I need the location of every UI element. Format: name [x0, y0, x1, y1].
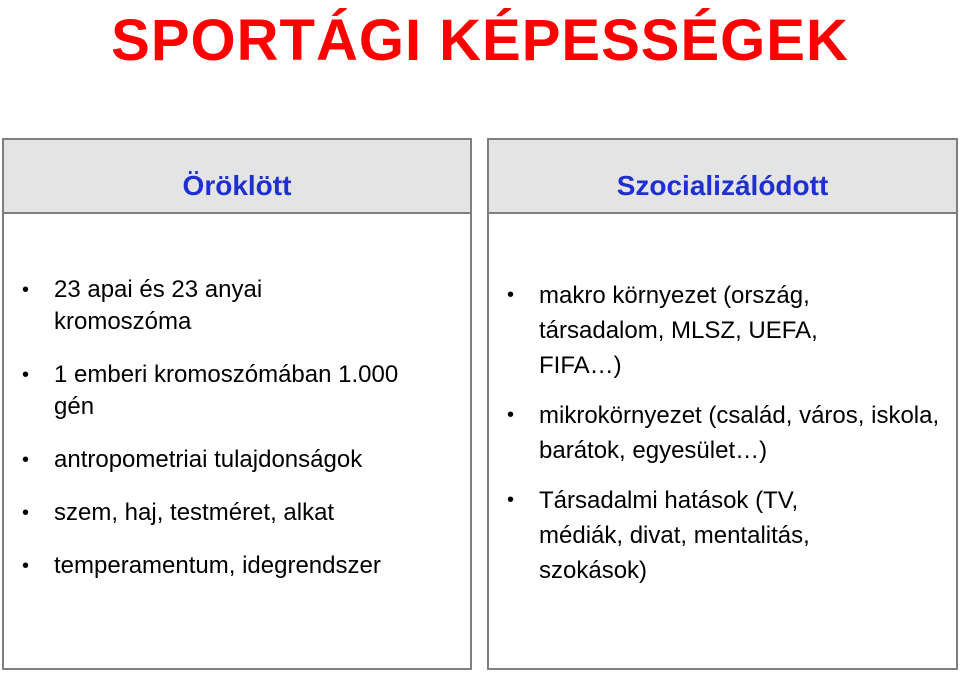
list-item	[22, 444, 462, 476]
bullet-icon: •	[22, 502, 30, 524]
list-item-text: 23 apai és 23 anyai kromoszóma	[54, 276, 263, 335]
socialized-panel	[487, 138, 958, 670]
list-item-text: makro környezet (ország, társadalom, MLSZ, UEFA, FIFA…)	[539, 282, 818, 379]
list-item	[507, 483, 879, 588]
bullet-icon: •	[22, 279, 30, 301]
list-item	[22, 497, 462, 529]
list-item	[507, 278, 889, 383]
list-item-text: szem, haj, testméret, alkat	[54, 499, 335, 526]
inherited-list	[22, 274, 462, 603]
bullet-icon: •	[507, 404, 515, 426]
socialized-list	[507, 278, 948, 603]
list-item-text: mikrokörnyezet (család, város, iskola, barátok, egyesület…)	[539, 402, 940, 464]
list-item	[507, 398, 944, 468]
bullet-icon: •	[22, 364, 30, 386]
list-item-text: antropometriai tulajdonságok	[54, 446, 363, 473]
page-title: SPORTÁGI KÉPESSÉGEK	[111, 8, 849, 73]
list-item	[22, 550, 462, 582]
list-item	[22, 274, 354, 338]
inherited-panel-header	[4, 140, 470, 214]
bullet-icon: •	[507, 284, 515, 306]
inherited-panel	[2, 138, 472, 670]
socialized-panel-title: Szocializálódott	[616, 170, 829, 201]
socialized-panel-header	[489, 140, 956, 214]
bullet-icon: •	[22, 555, 30, 577]
list-item-text: 1 emberi kromoszómában 1.000 gén	[54, 361, 399, 420]
list-item-text: temperamentum, idegrendszer	[54, 552, 381, 579]
list-item	[22, 359, 414, 423]
bullet-icon: •	[507, 489, 515, 511]
inherited-panel-title: Öröklött	[182, 170, 292, 201]
bullet-icon: •	[22, 449, 30, 471]
list-item-text: Társadalmi hatások (TV, médiák, divat, mentalitás, szokások)	[539, 487, 810, 584]
